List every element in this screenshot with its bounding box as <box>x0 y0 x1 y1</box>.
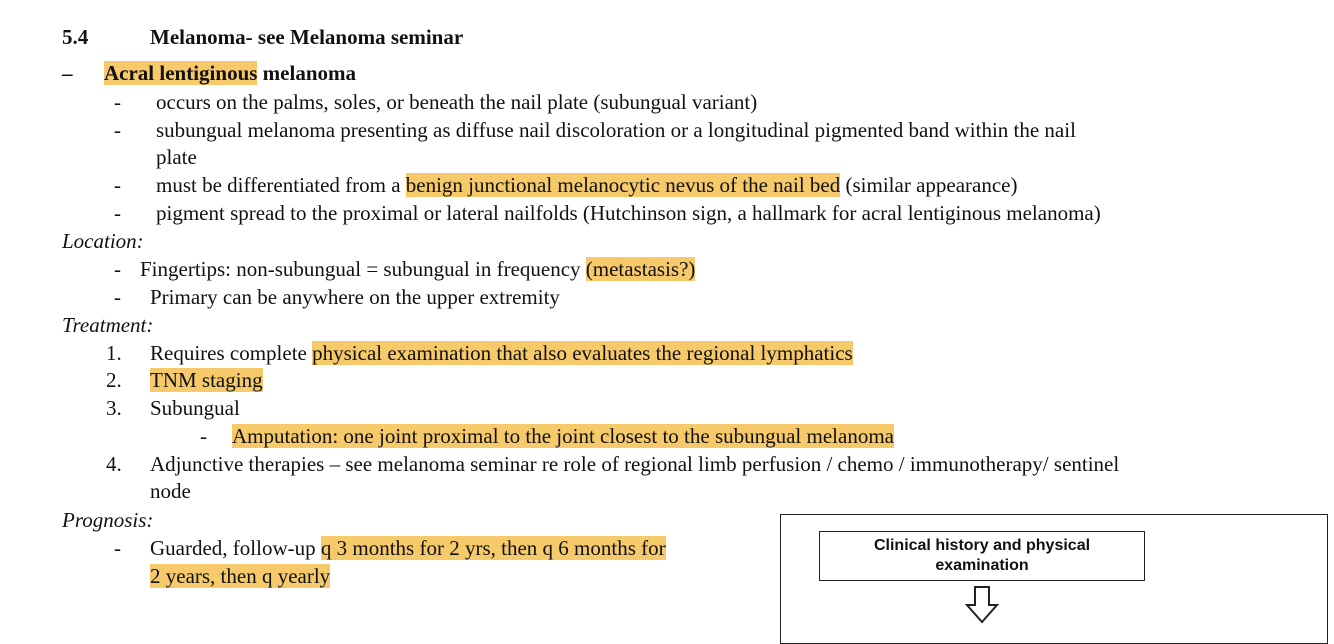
treatment-number: 2. <box>106 368 122 392</box>
treatment-pre: Requires complete <box>150 341 313 365</box>
location-dash: - <box>114 257 121 281</box>
bullet-dash: - <box>114 90 121 114</box>
treatment-item <box>150 367 263 393</box>
bullet-dash: - <box>114 118 121 142</box>
flowchart-step-label-line2: examination <box>935 557 1029 574</box>
section-title: Melanoma- see Melanoma seminar <box>150 25 464 49</box>
subtitle-dash: – <box>62 61 73 85</box>
treatment-item-continued: node <box>150 479 191 503</box>
treatment-item <box>150 340 853 366</box>
treatment-highlight: TNM staging <box>150 368 263 392</box>
prognosis-pre: Guarded, follow-up <box>150 536 321 560</box>
bullet-highlight: benign junctional melanocytic nevus of the nail bed <box>405 173 841 197</box>
bullet-text: subungual melanoma presenting as diffuse nail discoloration or a longitudinal pigmented band within the nail <box>156 118 1076 142</box>
bullet-dash: - <box>114 173 121 197</box>
bullet-text: occurs on the palms, soles, or beneath the nail plate (subungual variant) <box>156 90 758 114</box>
treatment-item: Subungual <box>150 396 240 420</box>
bullet-text <box>156 172 1017 198</box>
treatment-subdash: - <box>200 424 207 448</box>
location-item: Primary can be anywhere on the upper extremity <box>150 285 560 309</box>
prognosis-highlight: 2 years, then q yearly <box>150 564 331 588</box>
treatment-heading: Treatment: <box>62 313 154 337</box>
subtitle <box>104 60 356 86</box>
location-dash: - <box>114 285 121 309</box>
location-item <box>140 256 695 282</box>
flowchart-step-label-line1: Clinical history and physical <box>873 537 1091 554</box>
treatment-item: Adjunctive therapies – see melanoma seminar re role of regional limb perfusion / chemo / immunotherapy/ sentinel <box>150 452 1120 476</box>
treatment-number: 3. <box>106 396 122 420</box>
prognosis-text <box>150 535 666 561</box>
subtitle-rest: melanoma <box>257 61 356 85</box>
bullet-dash: - <box>114 201 121 225</box>
treatment-highlight: Amputation: one joint proximal to the joint closest to the subungual melanoma <box>232 424 894 448</box>
bullet-post: (similar appearance) <box>840 173 1018 197</box>
section-number: 5.4 <box>62 25 89 49</box>
treatment-subitem <box>232 423 894 449</box>
down-arrow-icon <box>965 585 999 625</box>
bullet-text-continued: plate <box>156 145 197 169</box>
treatment-number: 1. <box>106 341 122 365</box>
prognosis-highlight: q 3 months for 2 yrs, then q 6 months for <box>320 536 666 560</box>
bullet-text: pigment spread to the proximal or lateral nailfolds (Hutchinson sign, a hallmark for acral lentiginous melanoma) <box>156 201 1101 225</box>
bullet-pre: must be differentiated from a <box>156 173 406 197</box>
location-pre: Fingertips: non-subungual = subungual in frequency <box>140 257 586 281</box>
location-heading: Location: <box>62 229 144 253</box>
flowchart-step-box <box>819 531 1145 581</box>
location-highlight: (metastasis?) <box>585 257 696 281</box>
prognosis-heading: Prognosis: <box>62 508 154 532</box>
subtitle-highlight: Acral lentiginous <box>104 61 258 85</box>
treatment-number: 4. <box>106 452 122 476</box>
prognosis-dash: - <box>114 536 121 560</box>
treatment-highlight: physical examination that also evaluates the regional lymphatics <box>312 341 853 365</box>
flowchart-frame <box>780 514 1328 644</box>
prognosis-text-continued <box>150 563 330 589</box>
